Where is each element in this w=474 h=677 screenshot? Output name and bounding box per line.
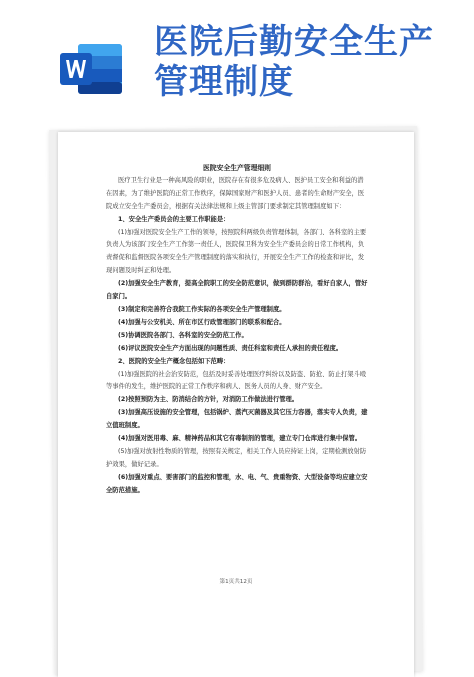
banner-title-line1: 医院后勤安全生产 [154, 22, 434, 62]
document-paragraph: 医疗卫生行业是一种高风险的职业，医院存在有很多危及病人、医护员工安全和利益的潜在因素，为了维护医院的正常工作秩序，保障国家财产和医护人员、患者的生命财产安全，医院成立安全生产委员会，根据有关法律法规和上级主管部门要求制定其管理制度如下： [106, 176, 365, 210]
document-paragraph: (1)加强医院的社会治安防范，包括及时妥善处理医疗纠纷以及防盗、防抢、防止打架斗殴等事件的发生，维护医院的正常工作秩序和病人、医务人员的人身、财产安全。 [106, 370, 367, 391]
document-paragraph: (2)按照预防为主、防消结合的方针，对消防工作做法进行管理。 [118, 396, 299, 404]
document-paragraph: (5)加强对放射性物质的管理，按照有关规定，相关工作人员应持证上岗，定期检测放射防护效果，做好记录。 [106, 447, 367, 468]
document-paragraph: (1)加强对医院安全生产工作的领导，按照院科两级负责管理体制，各部门、各科室的主要负责人为该部门安全生产工作第一责任人，医院保卫科为安全生产委员会的日常工作机构，负责督促和监督医院各项安全生产管理制度的落实和执行，开展安全生产工作的检查和评比，发现问题及时纠正和处理。 [106, 228, 367, 275]
document-heading: 医院安全生产管理细则 [203, 164, 271, 172]
page-number: 第1页共12页 [219, 579, 253, 585]
document-paragraph: (3)制定和完善符合我院工作实际的各项安全生产管理制度。 [118, 305, 286, 313]
document-paragraph: (6)加强对重点、要害部门的监控和管理，水、电、气、贵重物资、大型设备等均应建立安全防范措施。 [106, 473, 368, 494]
document-paragraph: 1、安全生产委员会的主要工作职能是： [118, 215, 230, 223]
document-paragraph: (4)加强与公安机关、所在市区行政管理部门的联系和配合。 [118, 318, 286, 326]
document-paragraph: (5)协调医院各部门、各科室的安全防范工作。 [118, 331, 248, 339]
document-paragraph: (6)评议医院安全生产方面出现的问题性质、责任科室和责任人承担的责任程度。 [118, 344, 343, 352]
document-paragraph: (3)加强高压设施的安全管理，包括锅炉、蒸汽灭菌器及其它压力容器，落实专人负责，建立值班制度。 [106, 409, 368, 430]
banner-title [154, 22, 434, 102]
document-paragraph: (2)加强安全生产教育，提高全院职工的安全防范意识，做到群防群治，看好自家人，管好自家门。 [106, 280, 368, 301]
banner [0, 0, 474, 118]
document-body [106, 162, 368, 498]
document-page [58, 132, 414, 677]
document-paragraph: (4)加强对医用毒、麻、精神药品和其它有毒制剂的管理，建立专门仓库进行集中保管。 [118, 435, 362, 443]
word-icon [58, 40, 124, 98]
document-paragraph: 2、医院的安全生产概念包括如下范畴： [118, 357, 230, 365]
banner-title-line2: 管理制度 [154, 62, 294, 102]
